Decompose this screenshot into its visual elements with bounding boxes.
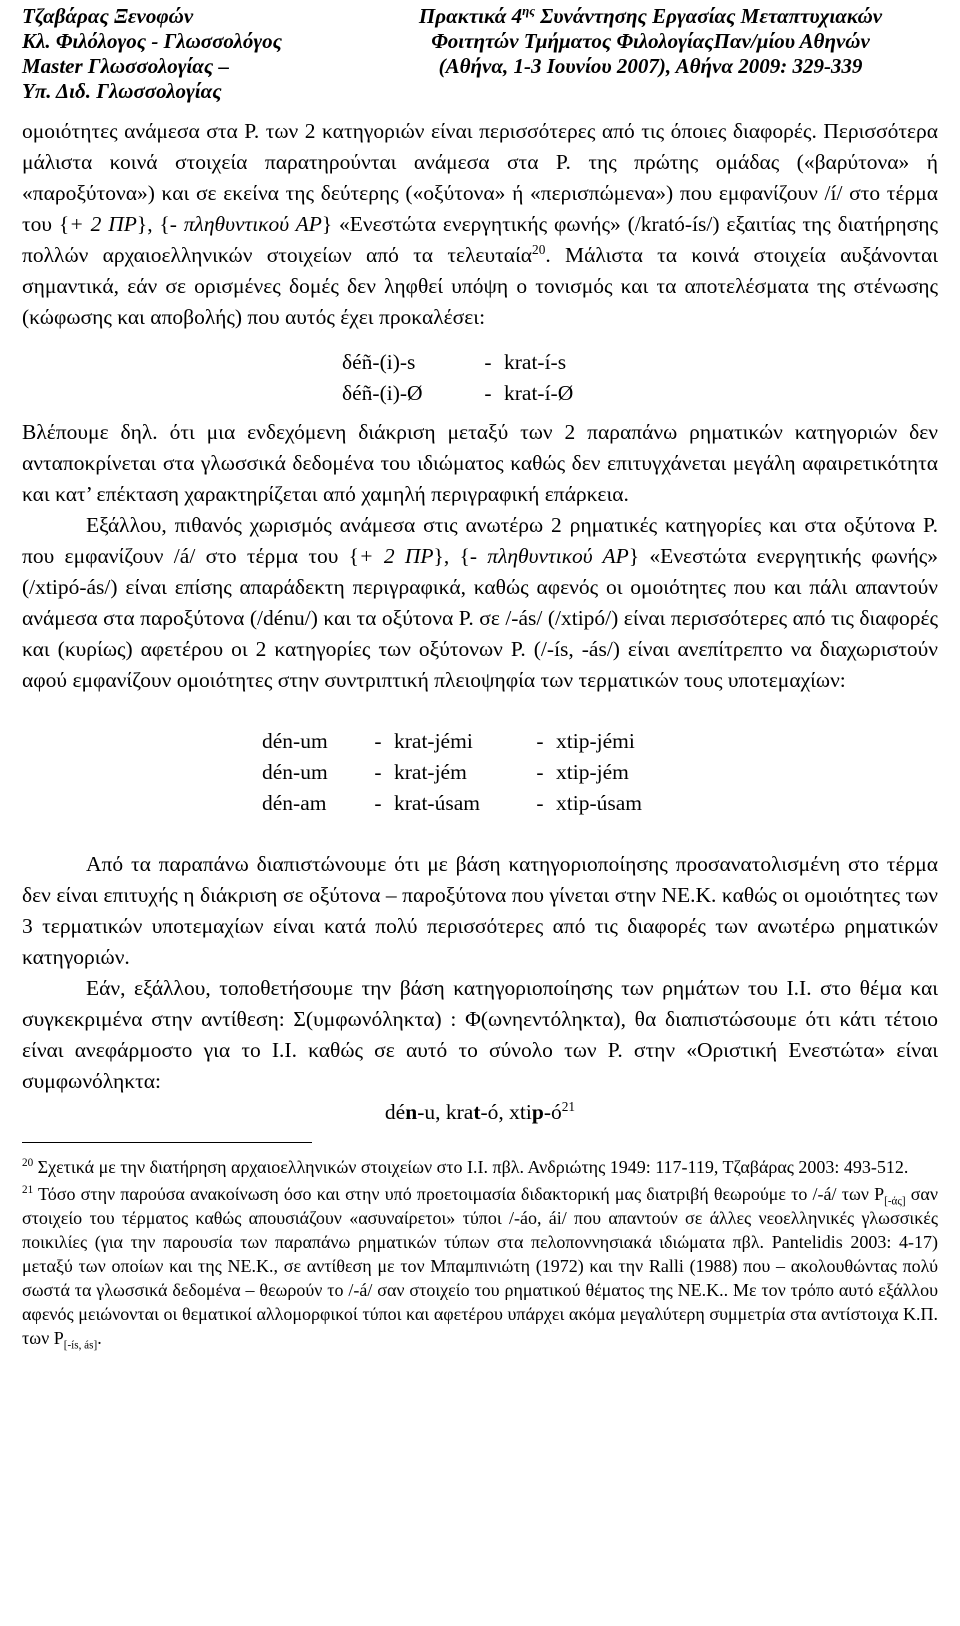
paragraph-2: Βλέπουμε δηλ. ότι μια ενδεχόμενη διάκριση μεταξύ των 2 παραπάνω ρηματικών κατηγοριών δεν ανταποκρίνεται στα γλωσσικά δεδομένα του ιδιώματος καθώς δεν επιτυγχάνεται μεγάλη αφαιρετικότητα και κατ’ επέκταση χαρακτηρίζεται από χαμηλή περιγραφική επάρκεια.: [22, 420, 938, 506]
author-role: Υπ. Διδ. Γλωσσολογίας: [22, 79, 222, 103]
footnote-ref-20[interactable]: 20: [532, 241, 546, 257]
paragraph-3: Εξάλλου, πιθανός χωρισμός ανάμεσα στις ανωτέρω 2 ρηματικές κατηγορίες και στα οξύτονα Ρ. που εμφανίζουν /á/ στο τέρμα του {+ 2 ΠΡ}, {- πληθυντικού ΑΡ} «Ενεστώτα ενεργητικής φωνής» (/xtipó-ás/) είναι επίσης απαράδεκτη περιγραφικά, καθώς αφενός οι ομοιότητες που και πάλι απαντούν ανάμεσα στα παροξύτονα (/dénu/) και τα οξύτονα Ρ. σε /-ás/ (/xtipó/) είναι περισσότερες από τις διαφορές και (κυρίως) αφετέρου οι 2 κατηγορίες των οξύτονων Ρ. (/-ís, -ás/) είναι ανεπίτρεπτο να διαχωριστούν αφού εμφανίζουν ομοιότητες στην συντριπτική πλειοψηφία των τερματικών τους υποτεμαχίων:: [22, 513, 938, 692]
footnote-21: $^{21}$ Τόσο στην παρούσα ανακοίνωση όσο και στην υπό προετοιμασία διδακτορική μας διατριβή θεωρούμε το /-á/ των $P_{[-ά\varsigma]}$ σαν στοιχείο του τέρματος καθώς απουσιάζουν «ασυναίρετοι» τύποι /-áo, ái/ που απαντούν σε άλλες νεοελληνικές γλωσσικές ποικιλίες (για την παρουσία των παραπάνω ρηματικών τύπων στα πελοποννησιακά ιδιώματα πβλ. Pantelidis 2003: 4-17) μεταξύ των οποίων και της ΝΕ.Κ., σε αντίθεση με τον Μπαμπινιώτη (1972) και την Ralli (1988) που – ακολουθώντας πολύ σωστά τα γλωσσικά δεδομένα – θεωρούν το /-á/ σαν στοιχείο του ρηματικού θέματος της ΝΕ.Κ.. Με τον τρόπο αυτό εξάλλου αφενός μειώνονται οι θεματικοί αλλομορφικοί τύποι και αφετέρου υπάρχει ακόμα μεγαλύτερη συμμετρία στα αντίστοιχα Κ.Π. των $P_{[-ís, ás]}$.: [22, 1184, 938, 1352]
example-row: dén-um - krat-jémi - xtip-jémi: [262, 729, 635, 753]
example-row: δéñ-(i)-s - krat-í-s: [342, 350, 567, 374]
paragraph-1: ομοιότητες ανάμεσα στα Ρ. των 2 κατηγοριών είναι περισσότερες από τις όποιες διαφορές. Περισσότερα μάλιστα κοινά στοιχεία παρατηρούνται ανάμεσα στα Ρ. της πρώτης ομάδας («βαρύτονα» ή «παροξύτονα») και σε εκείνα της δεύτερης («οξύτονα» ή «περισπώμενα») που εμφανίζουν /í/ στο τέρμα του {+ 2 ΠΡ}, {- πληθυντικού ΑΡ} «Ενεστώτα ενεργητικής φωνής» (/krató-ís/) εξαιτίας της διατήρησης πολλών αρχαιοελληνικών στοιχείων από τα τελευταία$^{20}$. Μάλιστα τα κοινά στοιχεία αυξάνονται σημαντικά, εάν σε ορισμένες δομές δεν ληφθεί υπόψη ο τονισμός και τα αποτελέσματα της στένωσης (κώφωσης και αποβολής) που αυτός έχει προκαλέσει:: [22, 119, 938, 329]
footnote-ref-21[interactable]: 21: [561, 1098, 576, 1114]
author-title: Κλ. Φιλόλογος - Γλωσσολόγος: [22, 29, 282, 53]
page-header: [22, 0, 938, 116]
proceedings-details: (Αθήνα, 1-3 Ιουνίου 2007), Αθήνα 2009: 329-339: [438, 54, 863, 78]
proceedings-title: Πρακτικά $4^{\eta\varsigma}$ Συνάντησης Εργασίας Μεταπτυχιακών: [418, 3, 883, 28]
main-text: [22, 116, 938, 1128]
author-block: [22, 4, 363, 116]
example-row: dén-um - krat-jém - xtip-jém: [262, 760, 629, 784]
example-line-3: dén-u, krat-ó, xtip-$ó^{21}$: [384, 1098, 576, 1124]
footnote-20: $^{20}$ Σχετικά με την διατήρηση αρχαιοελληνικών στοιχείων στο Ι.Ι. πβλ. Ανδριώτης 1949: 117-119, Τζαβάρας 2003: 493-512.: [22, 1157, 909, 1177]
example-row: dén-am - krat-úsam - xtip-úsam: [262, 791, 642, 815]
example-row: δéñ-(i)-Ø - krat-í-Ø: [342, 381, 574, 405]
footnote-separator: [22, 1142, 312, 1143]
proceedings-block: [363, 4, 938, 116]
paragraph-4: Από τα παραπάνω διαπιστώνουμε ότι με βάση κατηγοριοποίησης προσανατολισμένη στο τέρμα δεν είναι επιτυχής η διάκριση σε οξύτονα – παροξύτονα που γίνεται στην ΝΕ.Κ. καθώς οι ομοιότητες των 3 τερματικών υποτεμαχίων είναι κατά πολύ περισσότερες από τις διαφορές των ανωτέρω ρηματικών κατηγοριών.: [22, 852, 938, 969]
example-block-1: [22, 347, 938, 409]
paragraph-5: Εάν, εξάλλου, τοποθετήσουμε την βάση κατηγοριοποίησης των ρημάτων του Ι.Ι. στο θέμα και συγκεκριμένα στην αντίθεση: Σ(υμφωνόληκτα) : Φ(ωνηεντόληκτα), θα διαπιστώσουμε ότι κάτι τέτοιο είναι ανεφάρμοστο για το Ι.Ι. καθώς σε αυτό το σύνολο των Ρ. στην «Οριστική Ενεστώτα» είναι συμφωνόληκτα:: [22, 976, 938, 1093]
proceedings-subtitle: Φοιτητών Τμήματος ΦιλολογίαςΠαν/μίου Αθηνών: [431, 29, 870, 53]
author-name: Τζαβάρας Ξενοφών: [22, 4, 194, 28]
example-block-2: [22, 726, 938, 819]
footnotes: [22, 1155, 938, 1350]
author-degree: Master Γλωσσολογίας –: [22, 54, 229, 78]
